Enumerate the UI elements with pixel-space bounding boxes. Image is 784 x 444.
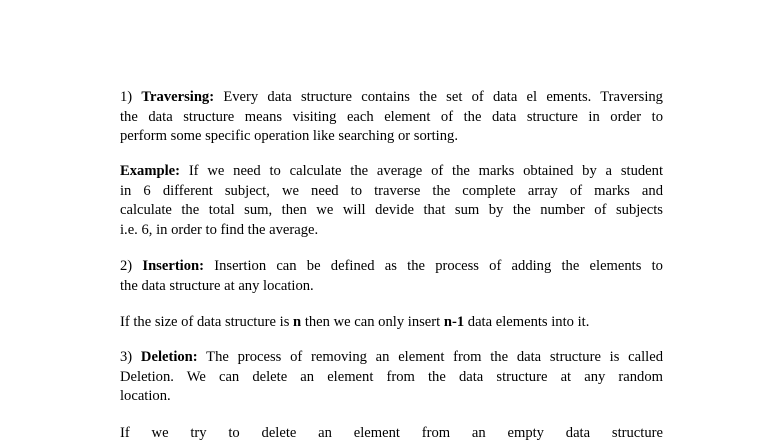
text-line — [120, 348, 663, 368]
text-line-content: The process of removing an element from the data structure is called — [206, 349, 663, 365]
word: an — [471, 425, 486, 441]
word: data — [565, 425, 591, 441]
text-line — [120, 162, 663, 182]
text-line: the data structure means visiting each element of the data structure in order to — [120, 108, 663, 125]
paragraph-example — [120, 162, 663, 240]
text-line-content: Every data structure contains the set of data el ements. Traversing — [223, 89, 663, 105]
paragraph-insertion-limit — [120, 313, 663, 333]
text-segment: If the size of data structure is — [120, 314, 290, 330]
paragraph-traversing — [120, 88, 663, 147]
word: delete — [261, 425, 297, 441]
list-number: 1) — [120, 89, 133, 105]
text-segment: then we can only insert — [304, 314, 441, 330]
text-line-content: If we need to calculate the average of the marks obtained by a student — [188, 163, 663, 179]
word: element — [353, 425, 400, 441]
list-number: 3) — [120, 349, 133, 365]
word: we — [151, 425, 169, 441]
paragraph-insertion — [120, 257, 663, 296]
text-segment: data elements into it. — [467, 314, 590, 330]
text-line: location. — [120, 388, 171, 404]
word: structure — [611, 425, 663, 441]
list-number: 2) — [120, 258, 133, 274]
paragraph-deletion — [120, 348, 663, 407]
text-line — [120, 313, 663, 333]
word: to — [228, 425, 240, 441]
word: empty — [507, 425, 544, 441]
word: an — [318, 425, 332, 441]
text-line: the data structure at any location. — [120, 277, 314, 294]
text-line — [120, 88, 663, 108]
text-line — [120, 257, 663, 277]
text-line: perform some specific operation like searching or sorting. — [120, 128, 458, 144]
text-line: Deletion. We can delete an element from the data structure at any random — [120, 368, 663, 385]
text-line: in 6 different subject, we need to traverse the complete array of marks and — [120, 182, 663, 199]
term-heading-traversing: Traversing: — [141, 89, 215, 105]
term-heading-insertion: Insertion: — [142, 258, 205, 274]
text-line-content: Insertion can be defined as the process of adding the elements to — [214, 258, 663, 274]
word: If — [120, 425, 130, 441]
word: try — [190, 425, 207, 441]
text-line: calculate the total sum, then we will devide that sum by the number of subjects — [120, 202, 663, 218]
term-n: n — [293, 314, 302, 330]
word: from — [421, 425, 451, 441]
term-heading-deletion: Deletion: — [140, 349, 198, 365]
term-n-minus-1: n-1 — [443, 314, 465, 330]
term-heading-example: Example: — [120, 163, 180, 179]
text-line: i.e. 6, in order to find the average. — [120, 221, 319, 238]
